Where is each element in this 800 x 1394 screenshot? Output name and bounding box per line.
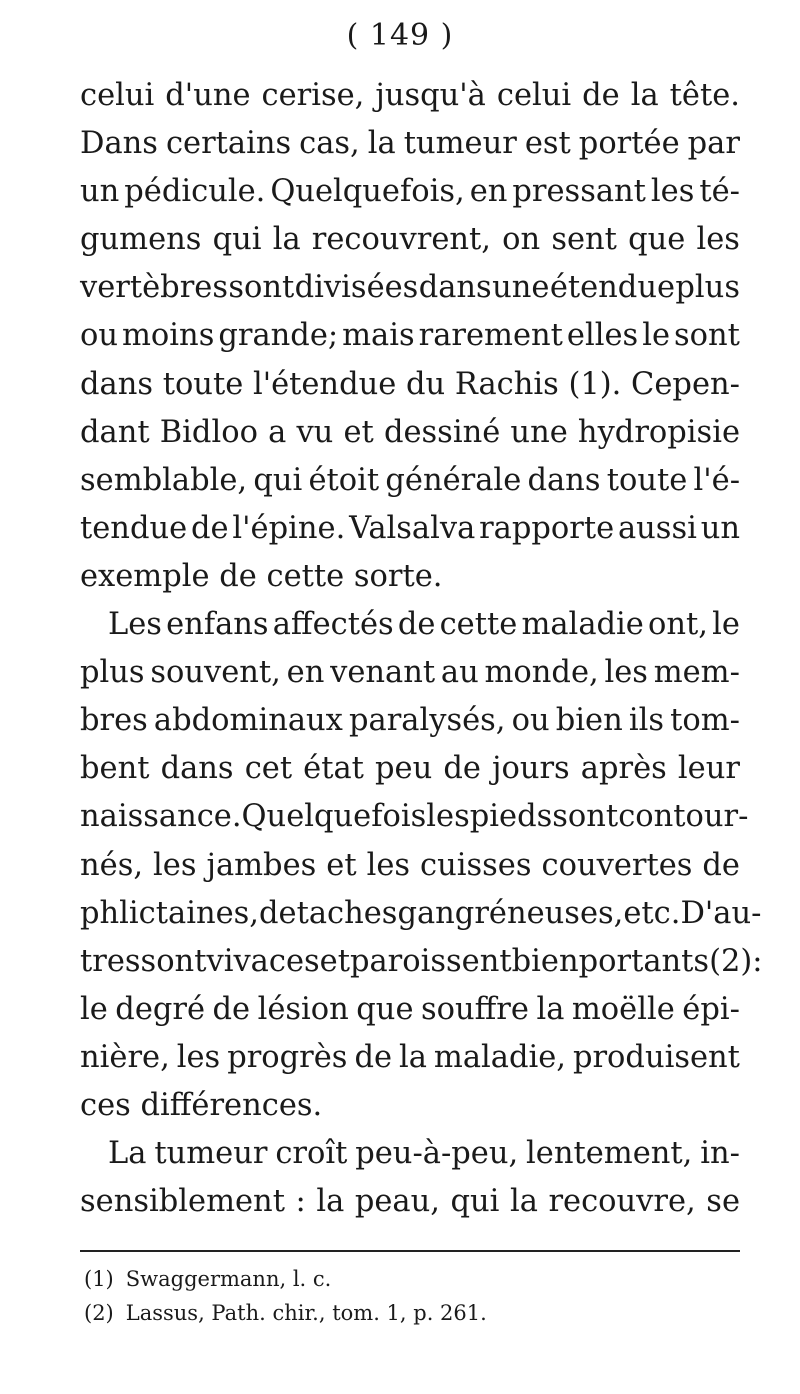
word: dans — [527, 462, 601, 498]
word: peu — [375, 751, 433, 787]
word: pressant — [512, 174, 646, 210]
word: monde, — [484, 655, 599, 691]
word: phlictaines, — [80, 895, 259, 931]
text-line — [80, 842, 740, 890]
word: celui — [80, 78, 155, 113]
word: et — [326, 847, 357, 883]
page-number: ( 149 ) — [346, 18, 454, 53]
word: Valsalva — [349, 510, 476, 546]
word: maladie — [521, 607, 644, 643]
text-line — [80, 457, 740, 505]
word: jours — [492, 751, 570, 787]
text-line — [80, 986, 740, 1034]
word: qui — [212, 222, 262, 258]
word: qui — [253, 462, 303, 498]
word: venant — [330, 655, 436, 691]
word: celui — [496, 78, 572, 113]
text-line — [80, 890, 762, 938]
word: de — [397, 607, 436, 643]
footnote-text: Swaggermann, l. c. — [125, 1267, 332, 1291]
word: souvent, — [150, 655, 281, 691]
word: que — [628, 222, 686, 258]
word: vertèbres — [80, 270, 228, 306]
word: de — [443, 751, 481, 787]
word: plus — [80, 655, 145, 691]
word: la — [398, 1039, 427, 1075]
word: pédicule. — [124, 174, 266, 210]
word: gumens — [80, 222, 202, 258]
word: de — [259, 895, 297, 931]
word: de — [702, 847, 740, 883]
word: semblable, — [80, 462, 248, 498]
word: les — [366, 847, 411, 883]
word: générale — [385, 462, 522, 498]
word: mais — [342, 318, 415, 354]
word: après — [580, 751, 667, 787]
word: on — [502, 222, 541, 258]
word: ont, — [647, 607, 708, 643]
word: rarement — [418, 318, 563, 354]
word: : — [295, 1184, 306, 1220]
word: en — [469, 174, 508, 210]
word: les — [153, 847, 197, 883]
word: étendue — [549, 270, 676, 306]
word: la — [536, 991, 565, 1027]
word: jambes — [206, 847, 317, 883]
word: pieds — [469, 799, 553, 835]
word: Cepen- — [631, 366, 740, 402]
word: taches — [296, 895, 398, 931]
word: vivaces — [206, 943, 320, 979]
word: Bidloo — [159, 414, 258, 450]
word: de — [354, 1039, 393, 1075]
word: in- — [700, 1136, 740, 1172]
word: le — [80, 991, 108, 1027]
text-line — [80, 120, 740, 168]
word: divisées — [294, 270, 419, 306]
word: moins — [122, 318, 215, 354]
word: vu — [296, 414, 334, 450]
word: ou — [80, 318, 119, 354]
text-line — [80, 745, 740, 793]
text-line — [80, 601, 740, 649]
word: que — [356, 991, 414, 1027]
text-line — [80, 793, 749, 841]
word: grande; — [218, 318, 339, 354]
word: (2): — [709, 943, 763, 979]
word: tres — [80, 943, 141, 979]
word: (1). — [568, 366, 622, 402]
word: de — [582, 78, 620, 113]
word: la — [316, 1184, 345, 1220]
word: nière, — [80, 1039, 170, 1075]
footnote — [84, 1296, 704, 1330]
word: jusqu'à — [375, 78, 486, 113]
text-line: exemple de cette sorte. — [80, 558, 443, 594]
word: lentement, — [526, 1136, 693, 1172]
word: peu-à-peu, — [355, 1136, 519, 1172]
word: état — [303, 751, 364, 787]
text-line — [80, 409, 740, 457]
word: etc. — [623, 895, 681, 931]
text-line — [80, 1130, 740, 1178]
footnote-number: (2) — [84, 1301, 114, 1325]
word: produisent — [572, 1039, 740, 1075]
word: leur — [677, 751, 740, 787]
word: bres — [80, 703, 148, 739]
word: Quelquefois, — [270, 174, 465, 210]
word: croît — [275, 1136, 348, 1172]
word: les — [696, 222, 740, 258]
word: bien — [511, 943, 579, 979]
word: peau, — [354, 1184, 440, 1220]
word: étoit — [308, 462, 380, 498]
word: Quelquefois — [241, 799, 427, 835]
word: cerise, — [261, 78, 365, 113]
word: couvertes — [541, 847, 693, 883]
word: ou — [511, 703, 550, 739]
word: les — [650, 174, 695, 210]
word: naissance. — [80, 799, 242, 835]
word: té- — [699, 174, 740, 210]
word: a — [268, 414, 287, 450]
word: toute — [606, 462, 688, 498]
text-line — [80, 697, 740, 745]
footnotes — [84, 1262, 704, 1330]
word: recouvrent, — [311, 222, 491, 258]
word: progrès — [227, 1039, 348, 1075]
word: au — [440, 655, 479, 691]
word: tumeur — [403, 126, 517, 162]
word: d'une — [165, 78, 251, 113]
word: un — [700, 510, 740, 546]
word: l'é- — [693, 462, 740, 498]
word: une — [510, 414, 568, 450]
word: souffre — [420, 991, 529, 1027]
text-line — [80, 361, 740, 409]
word: Rachis — [454, 366, 559, 402]
word: le — [642, 318, 670, 354]
word: dans — [418, 270, 492, 306]
word: se — [706, 1184, 740, 1220]
word: une — [492, 270, 550, 306]
word: cuisses — [420, 847, 532, 883]
word: Dans — [80, 126, 158, 162]
word: par — [687, 126, 740, 162]
word: les — [176, 1039, 221, 1075]
word: cette — [439, 607, 518, 643]
word: La — [108, 1136, 147, 1172]
text-line — [80, 649, 740, 697]
word: abdominaux — [153, 703, 343, 739]
word: sensiblement — [80, 1184, 285, 1220]
word: affectés — [272, 607, 394, 643]
word: tendue — [80, 510, 188, 546]
word: cet — [244, 751, 293, 787]
word: qui — [450, 1184, 500, 1220]
word: aussi — [617, 510, 697, 546]
word: recouvre, — [548, 1184, 696, 1220]
word: sont — [228, 270, 295, 306]
footnote — [84, 1262, 704, 1296]
word: épi- — [682, 991, 740, 1027]
word: bent — [80, 751, 150, 787]
word: la — [509, 1184, 538, 1220]
word: dant — [80, 414, 150, 450]
word: gangréneuses, — [397, 895, 624, 931]
word: Les — [108, 607, 162, 643]
word: maladie, — [433, 1039, 566, 1075]
word: et — [319, 943, 350, 979]
word: et — [343, 414, 374, 450]
word: les — [426, 799, 470, 835]
word: D'au- — [680, 895, 762, 931]
word: est — [524, 126, 571, 162]
word: certains — [165, 126, 292, 162]
word: hydropisie — [577, 414, 740, 450]
word: degré — [115, 991, 206, 1027]
word: sont — [140, 943, 207, 979]
word: sont — [674, 318, 740, 354]
word: la — [367, 126, 396, 162]
word: ils — [628, 703, 664, 739]
body-text — [80, 72, 763, 1226]
word: contour- — [618, 799, 749, 835]
text-line — [80, 264, 740, 312]
text-line — [80, 938, 763, 986]
word: elles — [566, 318, 639, 354]
word: l'étendue — [252, 366, 397, 402]
word: de — [191, 510, 229, 546]
word: rapporte — [479, 510, 615, 546]
footnote-number: (1) — [84, 1267, 114, 1291]
text-line — [80, 1178, 740, 1226]
word: les — [604, 655, 648, 691]
text-line — [80, 72, 740, 120]
word: sont — [552, 799, 619, 835]
word: la — [272, 222, 301, 258]
word: portée — [578, 126, 680, 162]
word: paralysés, — [348, 703, 506, 739]
word: tête. — [669, 78, 740, 113]
word: nés, — [80, 847, 144, 883]
footnote-divider — [80, 1250, 740, 1252]
word: toute — [162, 366, 244, 402]
word: le — [712, 607, 740, 643]
word: plus — [675, 270, 740, 306]
word: un — [80, 174, 120, 210]
word: cas, — [299, 126, 360, 162]
text-line: ces différences. — [80, 1087, 323, 1123]
word: l'épine. — [232, 510, 346, 546]
word: tom- — [670, 703, 740, 739]
word: tumeur — [154, 1136, 268, 1172]
word: en — [286, 655, 325, 691]
footnote-text: Lassus, Path. chir., tom. 1, p. 261. — [125, 1301, 487, 1325]
word: moëlle — [571, 991, 675, 1027]
word: portants — [578, 943, 710, 979]
word: de — [212, 991, 251, 1027]
word: lésion — [257, 991, 349, 1027]
word: mem- — [653, 655, 740, 691]
text-line — [80, 168, 740, 216]
word: bien — [555, 703, 623, 739]
word: dans — [80, 366, 154, 402]
word: enfans — [166, 607, 269, 643]
text-line — [80, 505, 740, 553]
word: sent — [551, 222, 617, 258]
word: la — [630, 78, 659, 113]
word: dessiné — [383, 414, 501, 450]
text-line — [80, 312, 740, 360]
word: du — [405, 366, 446, 402]
word: paroissent — [349, 943, 512, 979]
text-line — [80, 216, 740, 264]
text-line — [80, 1034, 740, 1082]
word: dans — [160, 751, 234, 787]
